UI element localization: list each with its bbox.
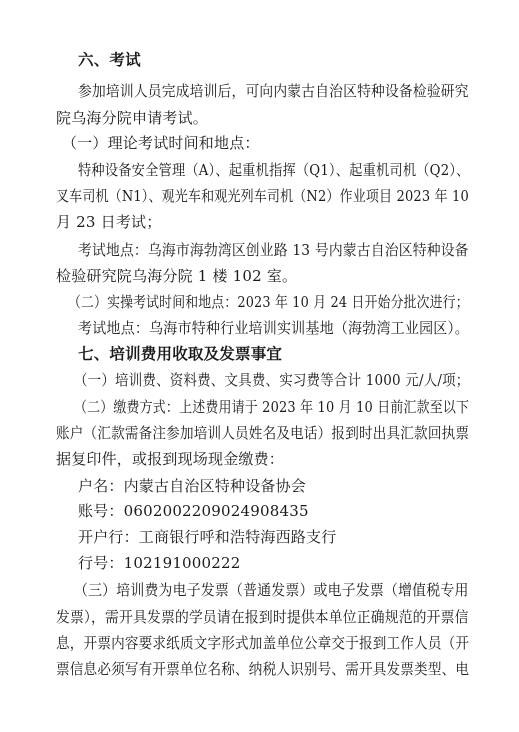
theory-exam-place-line-1: 考试地点：乌海市海勃湾区创业路 13 号内蒙古自治区特种设备 xyxy=(78,241,469,259)
payment-method-line-3: 据复印件，或报到现场现金缴费： xyxy=(56,450,285,468)
section-6-heading: 六、考试 xyxy=(78,50,141,69)
account-number: 账号：0602002209024908435 xyxy=(78,502,309,520)
theory-exam-body-line-2: 叉车司机（N1）、观光车和观光列车司机（N2）作业项目 2023 年 10 xyxy=(56,187,469,205)
bank-code: 行号：102191000222 xyxy=(78,554,241,572)
theory-exam-place-line-2: 检验研究院乌海分院 1 楼 102 室。 xyxy=(56,267,298,285)
invoice-line-3: 息，开票内容要求纸质文字形式加盖单位公章交于报到工作人员（开 xyxy=(56,634,470,652)
section-7-heading: 七、培训费用收取及发票事宜 xyxy=(78,344,283,363)
bank-branch: 开户行：工商银行呼和浩特海西路支行 xyxy=(78,528,337,546)
payment-method-line-2: 账户（汇款需备注参加培训人员姓名及电话）报到时出具汇款回执票 xyxy=(56,424,470,442)
section-6-intro-line-2: 院乌海分院申请考试。 xyxy=(56,109,209,127)
fee-item-1: （一）培训费、资料费、文具费、实习费等合计 1000 元/人/项； xyxy=(74,371,470,389)
practical-exam-place: 考试地点：乌海市特种行业培训实训基地（海勃湾工业园区）。 xyxy=(78,319,469,337)
theory-exam-title: （一）理论考试时间和地点： xyxy=(62,134,260,152)
payment-method-line-1: （二）缴费方式：上述费用请于 2023 年 10 月 10 日前汇款至以下 xyxy=(74,398,470,416)
invoice-line-1: （三）培训费为电子发票（普通发票）或电子发票（增值税专用 xyxy=(74,581,469,599)
invoice-line-2: 发票），需开具发票的学员请在报到时提供本单位正确规范的开票信 xyxy=(56,608,469,626)
theory-exam-body-line-1: 特种设备安全管理（A）、起重机指挥（Q1）、起重机司机（Q2）、 xyxy=(78,161,470,179)
theory-exam-body-line-3: 月 23 日考试； xyxy=(56,213,162,231)
invoice-line-4: 票信息必须写有开票单位名称、纳税人识别号、需开具发票类型、电 xyxy=(56,660,470,678)
practical-exam-title: （二）实操考试时间和地点：2023 年 10 月 24 日开始分批次进行； xyxy=(68,293,469,311)
section-6-intro-line-1: 参加培训人员完成培训后，可向内蒙古自治区特种设备检验研究 xyxy=(78,82,469,100)
account-name: 户名：内蒙古自治区特种设备协会 xyxy=(78,477,307,495)
